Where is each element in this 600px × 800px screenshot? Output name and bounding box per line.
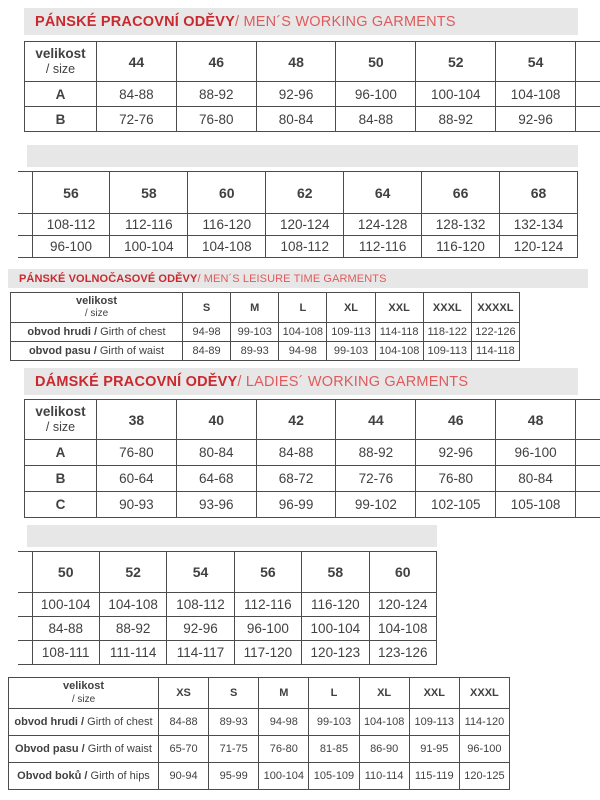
value-cell: 104-108: [99, 593, 166, 617]
value-cell: 88-92: [99, 617, 166, 641]
section-title-cz: PÁNSKÉ PRACOVNÍ ODĚVY: [35, 13, 235, 30]
size-column-header: XXL: [375, 293, 423, 323]
value-cell: 84-88: [336, 107, 416, 132]
value-cell: 116-120: [302, 593, 369, 617]
value-cell: 114-120: [459, 709, 509, 736]
value-cell: 109-113: [409, 709, 459, 736]
clipped-stub-cell: [18, 617, 32, 641]
value-cell: 102-105: [416, 492, 496, 518]
table-row: [9, 763, 510, 790]
row-label-en: Girth of chest: [97, 326, 166, 338]
value-cell: 112-116: [344, 236, 422, 258]
value-cell: 89-93: [231, 342, 279, 361]
header-label-cell: [25, 42, 97, 82]
header-label-line1: velikost: [63, 680, 104, 693]
value-cell: 100-104: [416, 82, 496, 107]
value-cell: 71-75: [209, 736, 259, 763]
clipped-cell: [576, 82, 600, 107]
value-cell: 76-80: [97, 440, 177, 466]
size-column-header: S: [183, 293, 231, 323]
value-cell: 117-120: [234, 641, 301, 665]
clipped-stub-cell: [18, 552, 32, 593]
value-cell: 84-88: [159, 709, 209, 736]
row-label-cell: [25, 107, 97, 132]
value-cell: 90-93: [97, 492, 177, 518]
value-cell: 84-89: [183, 342, 231, 361]
row-label-cell: [11, 342, 183, 361]
size-column-header: M: [259, 678, 309, 709]
value-cell: 86-90: [359, 736, 409, 763]
value-cell: 91-95: [409, 736, 459, 763]
clipped-stub-cell: [18, 214, 32, 236]
header-label-cell: [25, 400, 97, 440]
table-mens-leisure-sizes: [10, 292, 520, 361]
value-cell: 72-76: [97, 107, 177, 132]
value-cell: 105-109: [309, 763, 359, 790]
value-cell: 92-96: [256, 82, 336, 107]
value-cell: 100-104: [110, 236, 188, 258]
size-column-header: 50: [336, 42, 416, 82]
value-cell: 92-96: [416, 440, 496, 466]
table-row: [18, 593, 437, 617]
value-cell: 118-122: [423, 323, 471, 342]
value-cell: 109-113: [423, 342, 471, 361]
header-label-cell: [11, 293, 183, 323]
value-cell: 88-92: [336, 440, 416, 466]
value-cell: 104-108: [375, 342, 423, 361]
value-cell: 120-124: [369, 593, 436, 617]
row-label-cz: obvod pasu /: [28, 345, 97, 357]
value-cell: 104-108: [279, 323, 327, 342]
header-label-line2: / size: [71, 693, 96, 705]
row-label-cell: [25, 440, 97, 466]
clipped-stub-cell: [18, 236, 32, 258]
section-title-en: / MEN´S LEISURE TIME GARMENTS: [197, 272, 387, 285]
clipped-cell: [576, 400, 600, 440]
section-title-en: / MEN´S WORKING GARMENTS: [235, 13, 456, 30]
size-column-header: 60: [369, 552, 436, 593]
value-cell: 80-84: [256, 107, 336, 132]
size-column-header: 42: [256, 400, 336, 440]
table-row: [9, 709, 510, 736]
size-column-header: XL: [327, 293, 375, 323]
value-cell: 92-96: [167, 617, 234, 641]
row-label-cell: [11, 323, 183, 342]
value-cell: 99-103: [327, 342, 375, 361]
value-cell: 65-70: [159, 736, 209, 763]
size-column-header: XL: [359, 678, 409, 709]
size-column-header: 68: [500, 172, 578, 214]
section-title-cz: PÁNSKÉ VOLNOČASOVÉ ODĚVY: [19, 272, 198, 285]
value-cell: 120-123: [302, 641, 369, 665]
size-column-header: 44: [336, 400, 416, 440]
header-label-line2: / size: [84, 308, 109, 320]
size-column-header: S: [209, 678, 259, 709]
size-column-header: 54: [167, 552, 234, 593]
clipped-cell: [576, 466, 600, 492]
size-column-header: XXXXL: [471, 293, 519, 323]
size-column-header: L: [309, 678, 359, 709]
row-label-cell: [25, 466, 97, 492]
value-cell: 122-126: [471, 323, 519, 342]
size-column-header: 58: [110, 172, 188, 214]
value-cell: 96-100: [459, 736, 509, 763]
value-cell: 120-124: [500, 236, 578, 258]
value-cell: 115-119: [409, 763, 459, 790]
value-cell: 93-96: [176, 492, 256, 518]
section-title-mens-leisure: [8, 269, 588, 288]
size-column-header: XXXL: [459, 678, 509, 709]
header-label-line2: / size: [45, 420, 76, 435]
size-column-header: 46: [416, 400, 496, 440]
size-column-header: 56: [234, 552, 301, 593]
value-cell: 76-80: [176, 107, 256, 132]
value-cell: 116-120: [188, 214, 266, 236]
value-cell: 109-113: [327, 323, 375, 342]
header-label-line2: / size: [45, 62, 76, 77]
table-row: [18, 214, 578, 236]
value-cell: 60-64: [97, 466, 177, 492]
value-cell: 100-104: [302, 617, 369, 641]
table-row: [18, 641, 437, 665]
row-label-cell: [25, 82, 97, 107]
table-row: [25, 107, 600, 132]
table-ladies-working-sizes-50-60: [18, 551, 437, 665]
value-cell: 96-99: [256, 492, 336, 518]
size-column-header: 56: [32, 172, 110, 214]
header-label-line1: velikost: [76, 294, 117, 307]
size-column-header: 48: [256, 42, 336, 82]
value-cell: 99-103: [231, 323, 279, 342]
value-cell: 92-96: [496, 107, 576, 132]
table-row: [11, 342, 520, 361]
clipped-cell: [576, 492, 600, 518]
table-row: [11, 323, 520, 342]
value-cell: 114-118: [471, 342, 519, 361]
section-title-mens-working: [24, 8, 578, 35]
value-cell: 104-108: [369, 617, 436, 641]
table-mens-working-sizes-44-54: [24, 41, 600, 132]
size-column-header: 40: [176, 400, 256, 440]
table-row: [25, 82, 600, 107]
size-column-header: XS: [159, 678, 209, 709]
size-column-header: 48: [496, 400, 576, 440]
value-cell: 88-92: [176, 82, 256, 107]
section-title-cz: DÁMSKÉ PRACOVNÍ ODĚVY: [35, 373, 238, 390]
table-ladies-measurements: [8, 677, 510, 790]
clipped-stub-cell: [18, 172, 32, 214]
value-cell: 84-88: [32, 617, 99, 641]
size-column-header: L: [279, 293, 327, 323]
row-label-cz: C: [55, 497, 66, 512]
continuation-bar: [27, 525, 437, 547]
value-cell: 108-112: [167, 593, 234, 617]
value-cell: 94-98: [279, 342, 327, 361]
value-cell: 64-68: [176, 466, 256, 492]
value-cell: 100-104: [259, 763, 309, 790]
size-column-header: 52: [99, 552, 166, 593]
row-label-cz: Obvod pasu /: [15, 743, 85, 755]
size-column-header: 66: [422, 172, 500, 214]
table-row: [25, 466, 600, 492]
value-cell: 80-84: [496, 466, 576, 492]
value-cell: 68-72: [256, 466, 336, 492]
clipped-stub-cell: [18, 593, 32, 617]
row-label-cell: [9, 709, 159, 736]
value-cell: 96-100: [336, 82, 416, 107]
size-column-header: 44: [97, 42, 177, 82]
size-column-header: 52: [416, 42, 496, 82]
row-label-cz: obvod hrudi /: [14, 716, 85, 728]
size-column-header: 58: [302, 552, 369, 593]
value-cell: 116-120: [422, 236, 500, 258]
value-cell: 114-118: [375, 323, 423, 342]
value-cell: 123-126: [369, 641, 436, 665]
size-column-header: 50: [32, 552, 99, 593]
value-cell: 120-125: [459, 763, 509, 790]
size-column-header: 38: [97, 400, 177, 440]
row-label-cz: B: [55, 471, 66, 486]
value-cell: 104-108: [496, 82, 576, 107]
value-cell: 104-108: [188, 236, 266, 258]
value-cell: 100-104: [32, 593, 99, 617]
value-cell: 96-100: [234, 617, 301, 641]
value-cell: 84-88: [97, 82, 177, 107]
value-cell: 112-116: [234, 593, 301, 617]
value-cell: 128-132: [422, 214, 500, 236]
row-label-cz: Obvod boků /: [17, 770, 88, 782]
value-cell: 89-93: [209, 709, 259, 736]
row-label-cell: [25, 492, 97, 518]
value-cell: 110-114: [359, 763, 409, 790]
size-column-header: 60: [188, 172, 266, 214]
table-row: [18, 617, 437, 641]
value-cell: 80-84: [176, 440, 256, 466]
row-label-en: Girth of hips: [87, 770, 150, 782]
value-cell: 108-112: [32, 214, 110, 236]
table-mens-working-sizes-56-68: [18, 171, 578, 258]
row-label-cz: A: [55, 445, 66, 460]
value-cell: 120-124: [266, 214, 344, 236]
value-cell: 76-80: [259, 736, 309, 763]
clipped-stub-cell: [18, 641, 32, 665]
value-cell: 96-100: [32, 236, 110, 258]
value-cell: 94-98: [259, 709, 309, 736]
size-column-header: 62: [266, 172, 344, 214]
row-label-cz: A: [55, 86, 66, 102]
value-cell: 94-98: [183, 323, 231, 342]
value-cell: 95-99: [209, 763, 259, 790]
clipped-cell: [576, 107, 600, 132]
continuation-bar: [27, 145, 578, 167]
row-label-cz: obvod hrudi /: [27, 326, 98, 338]
size-column-header: XXXL: [423, 293, 471, 323]
table-row: [9, 736, 510, 763]
value-cell: 81-85: [309, 736, 359, 763]
value-cell: 114-117: [167, 641, 234, 665]
value-cell: 108-111: [32, 641, 99, 665]
table-row: [18, 236, 578, 258]
value-cell: 90-94: [159, 763, 209, 790]
value-cell: 84-88: [256, 440, 336, 466]
value-cell: 72-76: [336, 466, 416, 492]
header-label-cell: [9, 678, 159, 709]
size-column-header: M: [231, 293, 279, 323]
size-column-header: 54: [496, 42, 576, 82]
size-column-header: 46: [176, 42, 256, 82]
value-cell: 104-108: [359, 709, 409, 736]
value-cell: 76-80: [416, 466, 496, 492]
value-cell: 96-100: [496, 440, 576, 466]
table-row: [25, 492, 600, 518]
section-title-en: / LADIES´ WORKING GARMENTS: [237, 373, 469, 390]
header-label-line1: velikost: [35, 45, 86, 61]
row-label-en: Girth of waist: [84, 743, 152, 755]
table-ladies-working-sizes-38-48: [24, 399, 600, 518]
value-cell: 132-134: [500, 214, 578, 236]
value-cell: 124-128: [344, 214, 422, 236]
size-column-header: 64: [344, 172, 422, 214]
value-cell: 111-114: [99, 641, 166, 665]
clipped-cell: [576, 440, 600, 466]
header-label-line1: velikost: [35, 403, 86, 419]
row-label-cell: [9, 736, 159, 763]
section-title-ladies-working: [24, 368, 578, 395]
row-label-cz: B: [55, 111, 66, 127]
value-cell: 88-92: [416, 107, 496, 132]
value-cell: 99-103: [309, 709, 359, 736]
row-label-en: Girth of waist: [96, 345, 165, 357]
size-column-header: XXL: [409, 678, 459, 709]
clipped-cell: [576, 42, 600, 82]
value-cell: 99-102: [336, 492, 416, 518]
row-label-cell: [9, 763, 159, 790]
table-row: [25, 440, 600, 466]
value-cell: 105-108: [496, 492, 576, 518]
value-cell: 112-116: [110, 214, 188, 236]
value-cell: 108-112: [266, 236, 344, 258]
row-label-en: Girth of chest: [84, 716, 153, 728]
